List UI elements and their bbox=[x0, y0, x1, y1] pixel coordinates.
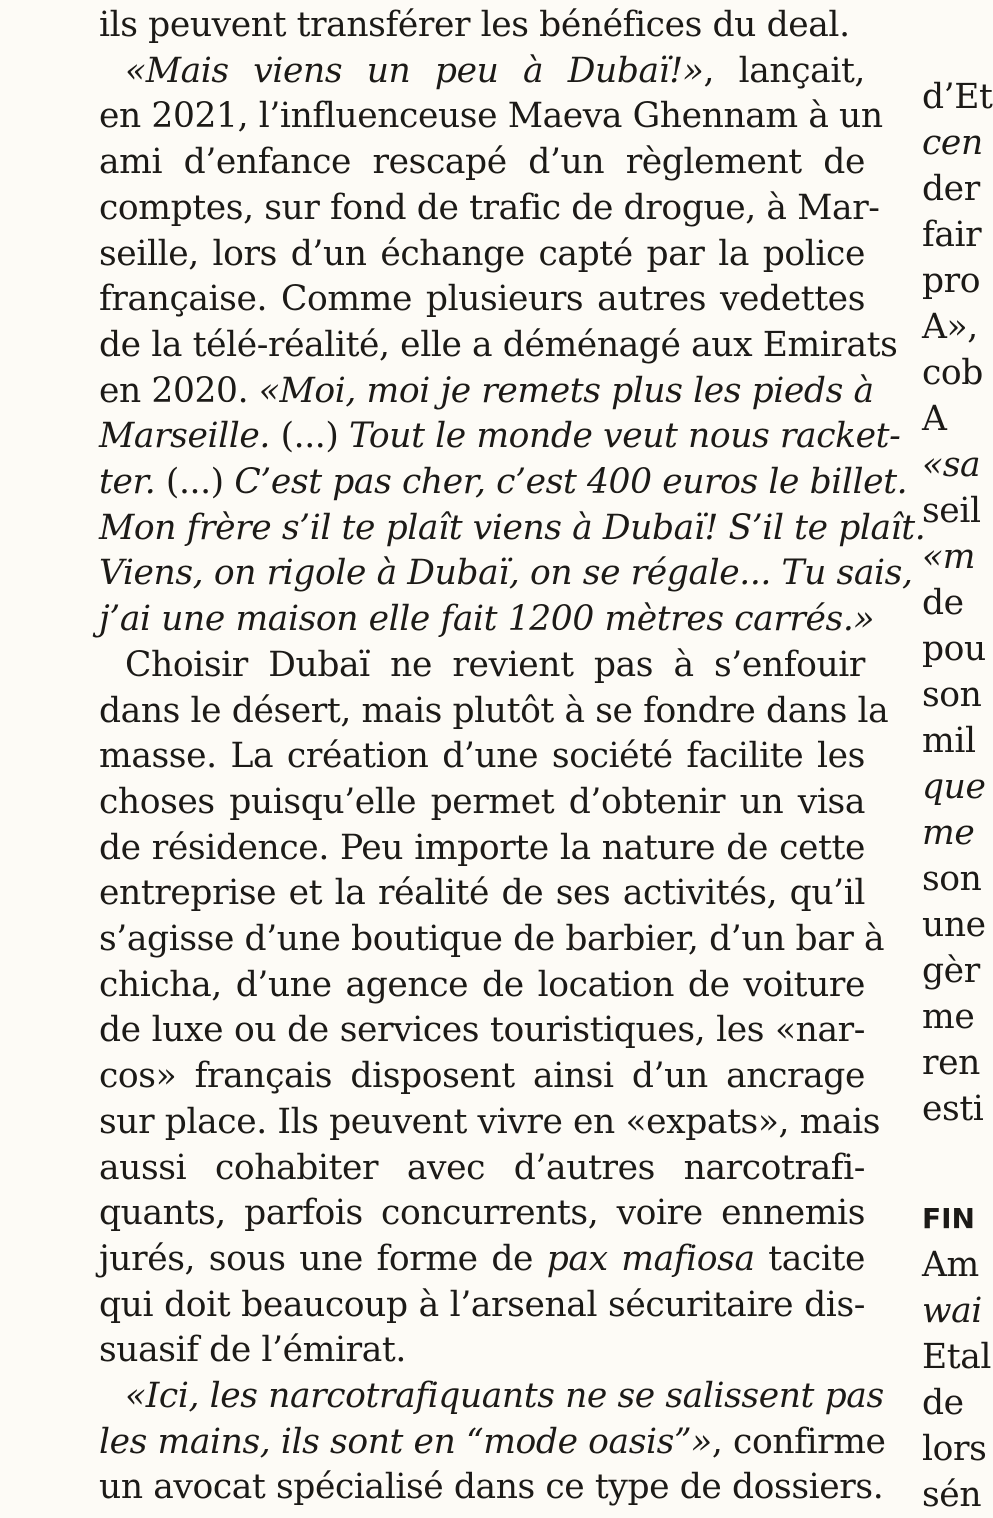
body-text: entreprise et la réalité de ses activités, qu’il bbox=[99, 873, 865, 913]
body-text: jurés, sous une forme de bbox=[99, 1239, 547, 1279]
body-text: qui doit beaucoup à l’arsenal sécuritaire dis- bbox=[99, 1285, 865, 1325]
text-line bbox=[99, 1053, 865, 1099]
section-heading-fragment: FIN bbox=[922, 1202, 975, 1235]
text-line-fragment: Etal bbox=[922, 1337, 992, 1377]
text-line bbox=[99, 779, 865, 825]
text-line-fragment: esti bbox=[922, 1089, 984, 1129]
text-line bbox=[99, 139, 865, 185]
italic-quote-text: pax mafiosa bbox=[546, 1239, 755, 1279]
body-text: un avocat spécialisé dans ce type de dossiers. bbox=[99, 1467, 884, 1507]
body-text: de la télé-réalité, elle a déménagé aux Emirats bbox=[99, 325, 898, 365]
text-line-fragment: lors bbox=[922, 1429, 987, 1469]
italic-quote-text: Tout le monde veut nous racket- bbox=[348, 416, 901, 456]
text-line-fragment: ren bbox=[922, 1043, 980, 1083]
italic-quote-text: j’ai une maison elle fait 1200 mètres carrés.» bbox=[99, 599, 875, 639]
text-line bbox=[99, 1282, 865, 1328]
text-line bbox=[99, 1236, 865, 1282]
text-line-fragment: sén bbox=[922, 1475, 982, 1515]
text-line bbox=[99, 413, 901, 459]
text-line-fragment: d’Et bbox=[922, 77, 993, 117]
italic-quote-text: «Mais viens un peu à Dubaï!» bbox=[125, 51, 704, 91]
italic-quote-text: C’est pas cher, c’est 400 euros le billet. bbox=[234, 462, 908, 502]
text-line bbox=[99, 505, 926, 551]
body-text: (...) bbox=[155, 462, 235, 502]
italic-quote-text: ter. bbox=[99, 462, 156, 502]
text-line bbox=[99, 1373, 884, 1419]
text-line bbox=[99, 1419, 886, 1465]
body-text: , confirme bbox=[711, 1422, 886, 1462]
text-line bbox=[99, 2, 865, 48]
text-line bbox=[99, 1145, 865, 1191]
italic-quote-text: Mon frère s’il te plaît viens à Dubaï! S’il te plaît. bbox=[99, 508, 926, 548]
text-line-fragment: cob bbox=[922, 353, 983, 393]
italic-quote-text: «Ici, les narcotrafiquants ne se salissent pas bbox=[125, 1376, 884, 1416]
text-line-fragment: son bbox=[922, 859, 982, 899]
text-line-fragment: «m bbox=[922, 537, 976, 577]
text-line-fragment: de bbox=[922, 583, 964, 623]
text-line-fragment: cen bbox=[922, 123, 983, 163]
body-text: tacite bbox=[754, 1239, 865, 1279]
body-text: française. Comme plusieurs autres vedettes bbox=[99, 279, 865, 319]
text-line bbox=[99, 368, 874, 414]
italic-quote-text: «Moi, moi je remets plus les pieds à bbox=[258, 371, 874, 411]
body-text: seille, lors d’un échange capté par la police bbox=[99, 234, 865, 274]
text-line bbox=[99, 93, 883, 139]
text-line-fragment: son bbox=[922, 675, 982, 715]
body-text: sur place. Ils peuvent vivre en «expats», mais bbox=[99, 1102, 881, 1142]
text-line bbox=[99, 596, 875, 642]
text-line-fragment: me bbox=[922, 813, 975, 853]
text-line-fragment: A», bbox=[922, 307, 978, 347]
text-line-fragment: pro bbox=[922, 261, 981, 301]
text-line bbox=[99, 1190, 865, 1236]
body-text: aussi cohabiter avec d’autres narcotrafi- bbox=[99, 1148, 865, 1188]
body-text: chicha, d’une agence de location de voiture bbox=[99, 965, 865, 1005]
body-text: Choisir Dubaï ne revient pas à s’enfouir bbox=[125, 645, 865, 685]
body-text: ils peuvent transférer les bénéfices du deal. bbox=[99, 5, 850, 45]
body-text: en 2020. bbox=[99, 371, 259, 411]
body-text: cos» français disposent ainsi d’un ancrage bbox=[99, 1056, 865, 1096]
text-line bbox=[99, 870, 865, 916]
text-line bbox=[99, 231, 865, 277]
article-right-column-fragment bbox=[922, 0, 993, 1515]
text-line bbox=[99, 322, 898, 368]
text-line bbox=[99, 550, 913, 596]
body-text: , lançait, bbox=[703, 51, 865, 91]
text-line bbox=[99, 459, 908, 505]
body-text: en 2021, l’influenceuse Maeva Ghennam à un bbox=[99, 96, 883, 136]
text-line bbox=[99, 276, 865, 322]
text-line bbox=[99, 916, 885, 962]
text-line-fragment: der bbox=[922, 169, 980, 209]
text-line bbox=[99, 733, 865, 779]
text-line-fragment: une bbox=[922, 905, 986, 945]
body-text: comptes, sur fond de trafic de drogue, à Mar- bbox=[99, 188, 880, 228]
text-line bbox=[99, 642, 865, 688]
text-line-fragment: seil bbox=[922, 491, 981, 531]
text-line-fragment: que bbox=[922, 767, 986, 807]
body-text: ami d’enfance rescapé d’un règlement de bbox=[99, 142, 865, 182]
body-text: s’agisse d’une boutique de barbier, d’un bar à bbox=[99, 919, 885, 959]
body-text: masse. La création d’une société facilite les bbox=[99, 736, 865, 776]
text-line bbox=[99, 1099, 881, 1145]
body-text: suasif de l’émirat. bbox=[99, 1330, 406, 1370]
text-line bbox=[99, 1464, 884, 1510]
text-line-fragment: wai bbox=[922, 1291, 982, 1331]
body-text: de résidence. Peu importe la nature de cette bbox=[99, 828, 865, 868]
text-line bbox=[99, 688, 889, 734]
text-line-fragment: fair bbox=[922, 215, 982, 255]
body-text: de luxe ou de services touristiques, les «nar- bbox=[99, 1010, 865, 1050]
text-line-fragment: A bbox=[922, 399, 947, 439]
text-line-fragment: de bbox=[922, 1383, 964, 1423]
text-line bbox=[99, 48, 865, 94]
text-line bbox=[99, 1007, 865, 1053]
text-line-fragment: pou bbox=[922, 629, 986, 669]
body-text: quants, parfois concurrents, voire ennemis bbox=[99, 1193, 865, 1233]
body-text: (...) bbox=[270, 416, 349, 456]
text-line-fragment: gèr bbox=[922, 951, 980, 991]
body-text: choses puisqu’elle permet d’obtenir un visa bbox=[99, 782, 865, 822]
italic-quote-text: Marseille. bbox=[99, 416, 270, 456]
italic-quote-text: Viens, on rigole à Dubaï, on se régale... Tu sais, bbox=[99, 553, 913, 593]
text-line bbox=[99, 962, 865, 1008]
text-line-fragment: Am bbox=[922, 1245, 979, 1285]
text-line-fragment: me bbox=[922, 997, 975, 1037]
body-text: dans le désert, mais plutôt à se fondre dans la bbox=[99, 691, 889, 731]
text-line bbox=[99, 1327, 865, 1373]
text-line-fragment: mil bbox=[922, 721, 976, 761]
italic-quote-text: les mains, ils sont en “mode oasis”» bbox=[99, 1422, 712, 1462]
text-line bbox=[99, 825, 865, 871]
text-line bbox=[99, 185, 880, 231]
text-line-fragment: «sa bbox=[922, 445, 981, 485]
